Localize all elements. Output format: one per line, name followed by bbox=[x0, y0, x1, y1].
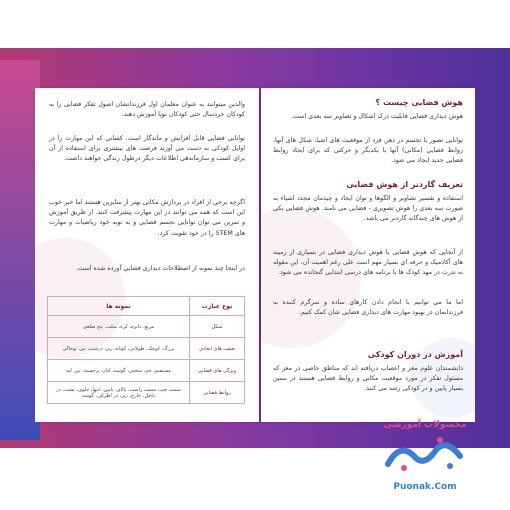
table-cell-examples: بزرگ، کوچک، طولانی، کوتاه، زیر، درشت، تیز، توخالی bbox=[48, 338, 190, 360]
table-header-row bbox=[48, 297, 245, 316]
table-cell-type: ویژگی های فضایی bbox=[190, 360, 245, 382]
booklet-cover-edge bbox=[0, 60, 40, 440]
section-heading: تعریف گاردنر از هوش فضایی bbox=[346, 180, 463, 189]
logo-tagline: محصولات آموزشی bbox=[383, 420, 467, 430]
table-cell-type: روابط فضایی bbox=[190, 382, 245, 404]
table-row bbox=[48, 338, 245, 360]
paragraph: اما ما می توانیم با انجام دادن کارهای ساده و سرگرم کننده به فرزندانمان در بهبود مهارت های دیداری فضایی شان کمک کنیم. bbox=[273, 299, 463, 317]
paragraph: از آنجایی که هوش فضایی یا هوش دیداری فضایی در بسیاری از زمینه های آکادمیک و حرفه ای بسیار مهم است علی رغم اهمیت آن، این مقوله به ندرت در مهد کودک ها یا برنامه های درسی ابتدایی گنجانده می شود. bbox=[273, 249, 463, 277]
table-row bbox=[48, 316, 245, 338]
table-row bbox=[48, 382, 245, 404]
table-row bbox=[48, 360, 245, 382]
table-cell-examples: مستقیم، خم، منحنی، گوشه، کنار، برجسته، تیز، لبه bbox=[48, 360, 190, 382]
logo-mark-icon bbox=[380, 434, 470, 474]
right-page bbox=[261, 88, 475, 422]
logo-url: Puonak.Com bbox=[393, 482, 457, 492]
puonak-logo bbox=[366, 418, 484, 498]
paragraph: توانایی تصور یا تجسم در ذهن فرد از موقعیت های اشیا، شکل های آنها، روابط فضایی (مکانی) آنها با یکدیگر و حرکتی که برای ایجاد روابط فضایی جدید ایجاد می شود. bbox=[273, 137, 463, 165]
paragraph: توانایی فضایی قابل افزایش و ماندگار است. کسانی که این مهارت را در اوایل کودکی به دست می آورند فرصت های بیشتری برای استفاده از آن برای کسب و سازماندهی اطلاعات دیگر درطول زندگی خواهند داشت. bbox=[49, 135, 245, 163]
paragraph: در اینجا چند نمونه از اصطلاحات دیداری فضایی آورده شده است. bbox=[76, 265, 245, 272]
paragraph: اگرچه برخی از افراد در پردازش مکانی بهتر از سایرین هستند اما خبر خوب این است که همه می توانند در این مهارت پیشرفت کنند. از طریق آموزش و تمرین می توان توانایی تجسم فضایی و به نوبه خود ریاضیات و مهارت های STEM را در خود تقویت کرد. bbox=[49, 199, 245, 237]
column-header-examples: نمونه ها bbox=[48, 297, 190, 316]
terms-table bbox=[47, 296, 245, 404]
section-heading: هوش فضایی چیست ؟ bbox=[375, 98, 463, 107]
table-cell-examples: مربع، دایره، کره، مثلث، پنج ضلعی bbox=[48, 316, 190, 338]
table-cell-examples: سمت چپ، سمت راست، بالای، پایین، انتها، جلوی، پشت، در داخل، خارج، زیر، در اطراف، گوشه bbox=[48, 382, 190, 404]
column-header-type: نوع عبارت bbox=[190, 297, 245, 316]
table-cell-type: شکل bbox=[190, 316, 245, 338]
paragraph: هوش دیداری فضایی قابلیت درک اشکال و تصاویر سه بعدی است. bbox=[291, 113, 463, 120]
paragraph: دانشمندان علوم مغز و اعصاب دریافته اند که مناطق خاصی در مغز که مسئول تفکر در مورد موقعیت مکانی و روابط فضایی هستند در سنین بسیار پایین و در کودکی رشد می کنند. bbox=[273, 365, 463, 393]
paragraph: استفاده و تفسیر تصاویر و الگوها و توان ایجاد و چیدمان مجدد اشیاء به صورت سه بعدی را هوش تصویری - فضایی می نامند. هوش فضایی یکی از هوش های چندگانه گاردنر می باشد. bbox=[273, 195, 463, 223]
table-cell-type: صفت های ابعادی bbox=[190, 338, 245, 360]
section-heading: آموزش در دوران کودکی bbox=[367, 350, 463, 359]
paragraph: والدین میتوانند به عنوان معلمان اول فرزندانشان اصول تفکر فضایی را به کودکان خردسال حتی کودکان نوپا آموزش دهند. bbox=[49, 101, 245, 119]
left-page bbox=[35, 88, 259, 422]
